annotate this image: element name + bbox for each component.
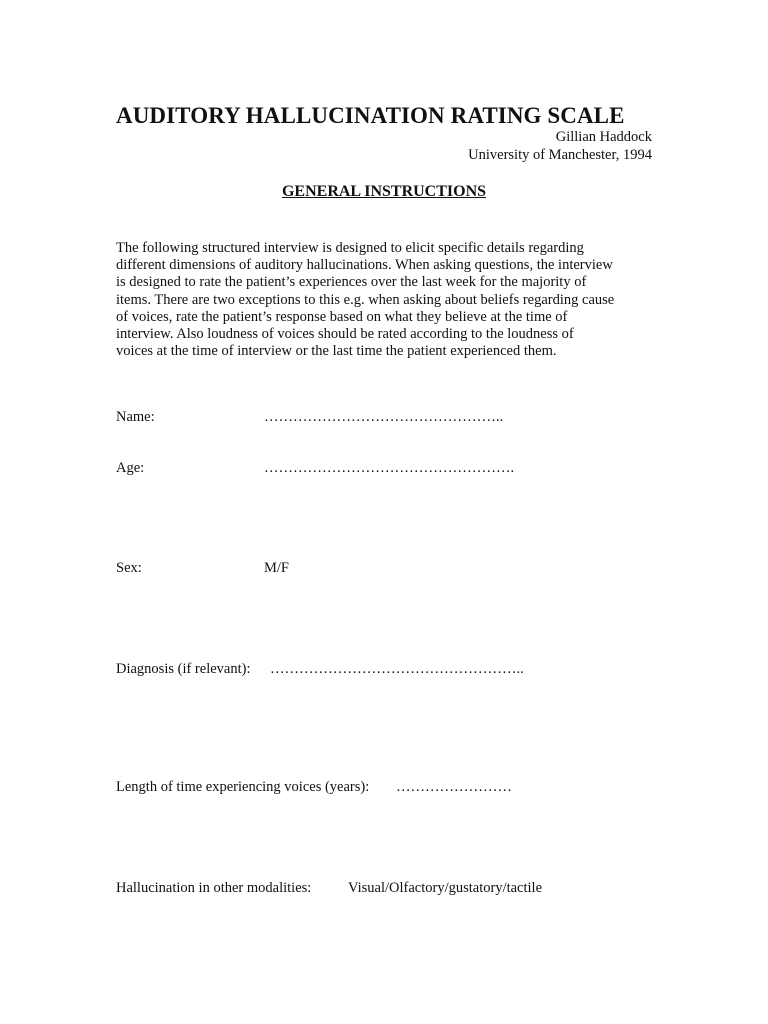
other-modalities-field[interactable]: Visual/Olfactory/gustatory/tactile (348, 880, 543, 896)
other-modalities-label: Hallucination in other modalities: (116, 880, 312, 896)
instructions-paragraph (116, 240, 661, 360)
diagnosis-field[interactable]: …………………………………………….. (270, 661, 524, 677)
name-label: Name: (116, 409, 155, 425)
document-title: AUDITORY HALLUCINATION RATING SCALE (116, 103, 625, 128)
section-heading-text: GENERAL INSTRUCTIONS (281, 183, 487, 200)
age-label: Age: (116, 460, 145, 476)
instructions-line: The following structured interview is designed to elicit specific details regarding (116, 240, 584, 256)
age-field[interactable]: ……………………………………………. (264, 460, 515, 476)
author-affiliation: University of Manchester, 1994 (468, 147, 652, 163)
sex-field[interactable]: M/F (264, 560, 289, 576)
instructions-line: different dimensions of auditory hallucinations. When asking questions, the interview (116, 257, 613, 274)
instructions-line: items. There are two exceptions to this e.g. when asking about beliefs regarding cause (116, 291, 615, 308)
instructions-line: voices at the time of interview or the last time the patient experienced them. (116, 343, 557, 360)
section-heading (0, 183, 768, 201)
name-field[interactable]: ………………………………………….. (264, 409, 504, 425)
diagnosis-label: Diagnosis (if relevant): (116, 661, 251, 677)
voices-duration-field[interactable]: …………………… (396, 779, 512, 795)
instructions-line: is designed to rate the patient’s experiences over the last week for the majority of (116, 274, 587, 291)
instructions-line: of voices, rate the patient’s response based on what they believe at the time of (116, 308, 568, 325)
sex-label: Sex: (116, 560, 142, 576)
voices-duration-label: Length of time experiencing voices (years): (116, 779, 370, 795)
instructions-line: interview. Also loudness of voices should be rated according to the loudness of (116, 326, 574, 343)
author-name: Gillian Haddock (555, 129, 652, 145)
